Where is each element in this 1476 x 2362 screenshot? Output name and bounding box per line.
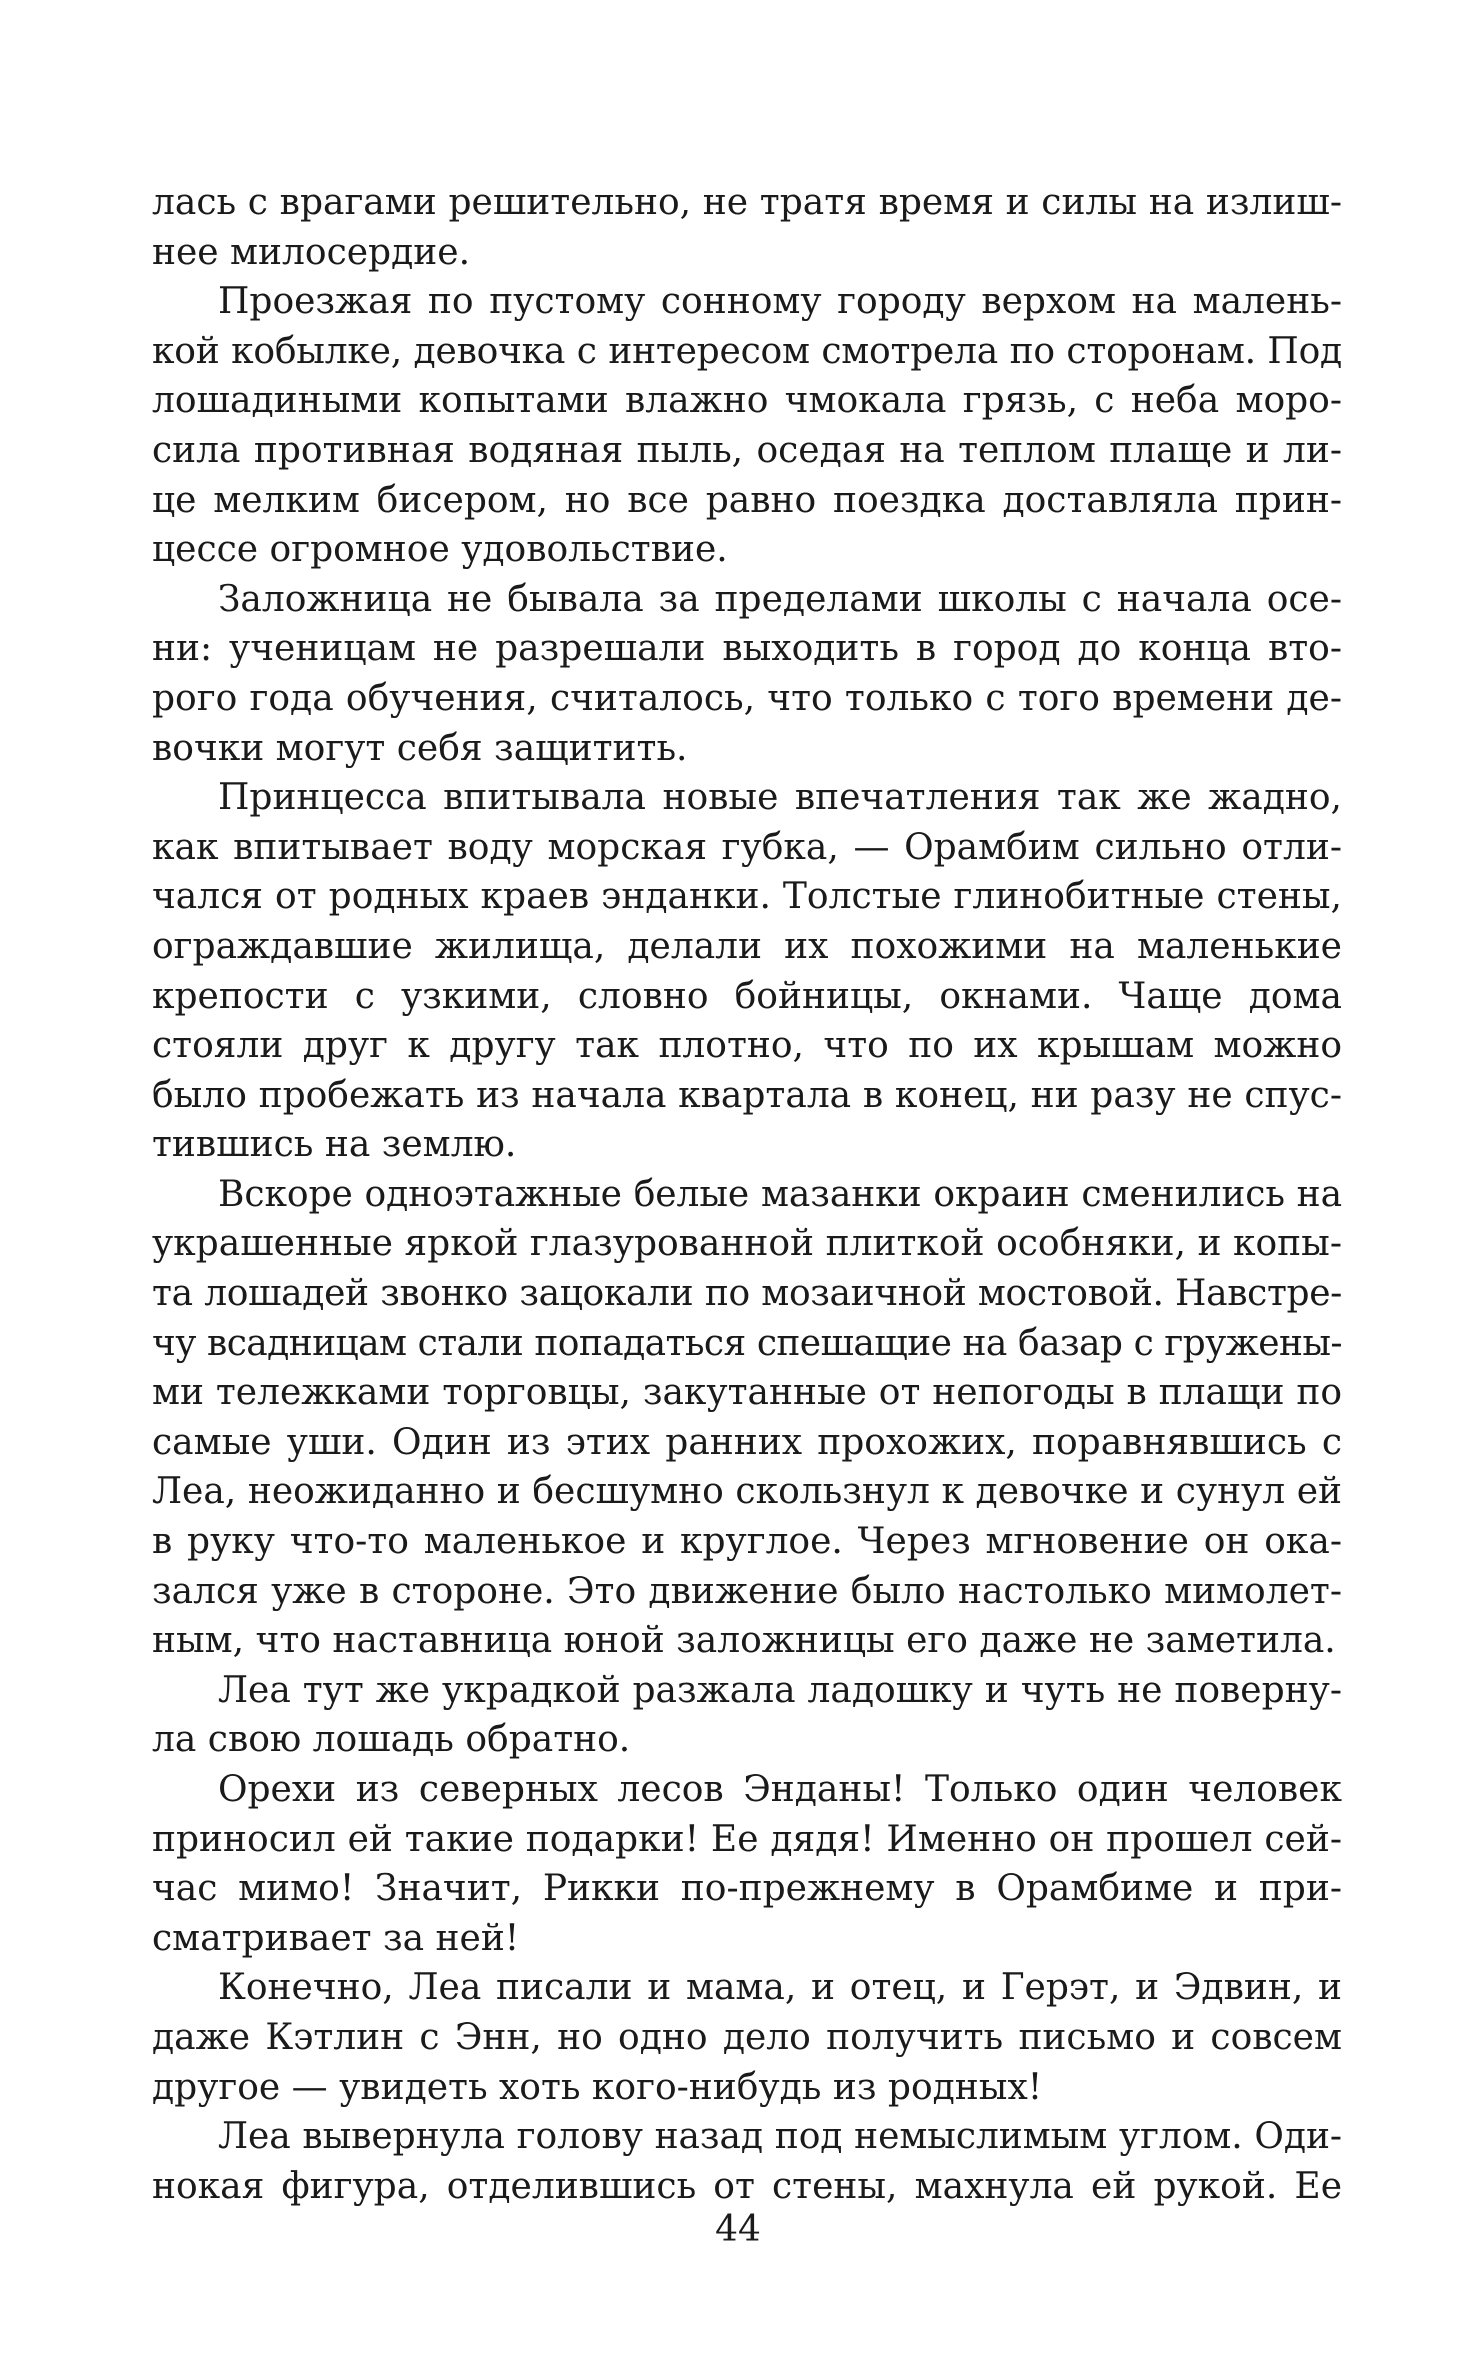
text-line: цессе огромное удовольствие.: [152, 529, 728, 571]
text-line: Леа вывернула голову назад под немыслимым углом. Оди-: [218, 2116, 1342, 2158]
paragraph: [152, 1170, 1342, 1666]
text-line: Принцесса впитывала новые впечатления так же жадно,: [218, 777, 1342, 819]
paragraph: [152, 575, 1342, 773]
text-line: в руку что-то маленькое и круглое. Через мгновение он ока-: [152, 1521, 1342, 1563]
paragraph: [152, 277, 1342, 575]
text-line: лошадиными копытами влажно чмокала грязь, с неба моро-: [152, 380, 1342, 422]
text-line: кой кобылке, девочка с интересом смотрела по сторонам. Под: [152, 330, 1342, 372]
text-line: даже Кэтлин с Энн, но одно дело получить письмо и совсем: [152, 2016, 1342, 2058]
text-line: лась с врагами решительно, не тратя время и силы на излиш-: [152, 182, 1342, 223]
paragraph: [152, 1666, 1342, 1765]
text-line: украшенные яркой глазурованной плиткой особняки, и копы-: [152, 1223, 1342, 1265]
text-line: самые уши. Один из этих ранних прохожих, поравнявшись с: [152, 1421, 1342, 1463]
text-line: Конечно, Леа писали и мама, и отец, и Герэт, и Эдвин, и: [218, 1967, 1342, 2009]
text-line: Проезжая по пустому сонному городу верхом на малень-: [218, 281, 1342, 323]
text-line: ным, что наставница юной заложницы его даже не заметила.: [152, 1620, 1336, 1662]
text-line: нокая фигура, отделившись от стены, махнула ей рукой. Ее: [152, 2165, 1342, 2207]
text-line: ни: ученицам не разрешали выходить в город до конца вто-: [152, 628, 1342, 670]
paragraph: [152, 2112, 1342, 2211]
text-line: другое — увидеть хоть кого-нибудь из родных!: [152, 2066, 1043, 2108]
text-line: нее милосердие.: [152, 231, 471, 273]
text-line: сматривает за ней!: [152, 1917, 520, 1959]
text-line: ми тележками торговцы, закутанные от непогоды в плащи по: [152, 1372, 1342, 1414]
text-line: было пробежать из начала квартала в конец, ни разу не спус-: [152, 1074, 1342, 1116]
text-line: приносил ей такие подарки! Ее дядя! Именно он прошел сей-: [152, 1818, 1342, 1860]
text-line: крепости с узкими, словно бойницы, окнами. Чаще дома: [152, 975, 1342, 1017]
text-line: Орехи из северных лесов Энданы! Только один человек: [218, 1769, 1342, 1810]
paragraph: [152, 1963, 1342, 2112]
text-line: це мелким бисером, но все равно поездка доставляла прин-: [152, 479, 1342, 521]
paragraph: [152, 773, 1342, 1170]
text-line: чался от родных краев энданки. Толстые глинобитные стены,: [152, 876, 1342, 918]
text-line: Вскоре одноэтажные белые мазанки окраин сменились на: [218, 1173, 1342, 1215]
text-line: та лошадей звонко зацокали по мозаичной мостовой. Навстре-: [152, 1273, 1342, 1315]
text-line: чу всадницам стали попадаться спешащие на базар с гружены-: [152, 1322, 1342, 1364]
text-line: час мимо! Значит, Рикки по-прежнему в Орамбиме и при-: [152, 1868, 1342, 1910]
text-line: рого года обучения, считалось, что только с того времени де-: [152, 677, 1342, 719]
text-line: стояли друг к другу так плотно, что по их крышам можно: [152, 1025, 1342, 1067]
text-line: зался уже в стороне. Это движение было настолько мимолет-: [152, 1570, 1342, 1612]
page-body: [152, 178, 1342, 2211]
text-line: сила противная водяная пыль, оседая на теплом плаще и ли-: [152, 429, 1342, 471]
text-line: Заложница не бывала за пределами школы с начала осе-: [218, 578, 1342, 620]
text-line: ла свою лошадь обратно.: [152, 1719, 631, 1761]
text-line: ограждавшие жилища, делали их похожими на маленькие: [152, 925, 1342, 967]
page-number: 44: [715, 2209, 761, 2250]
paragraph: [152, 1765, 1342, 1963]
text-line: Леа тут же украдкой разжала ладошку и чуть не поверну-: [218, 1669, 1342, 1711]
paragraph: [152, 178, 1342, 277]
text-line: вочки могут себя защитить.: [152, 727, 688, 769]
text-line: как впитывает воду морская губка, — Орамбим сильно отли-: [152, 826, 1342, 868]
text-line: тившись на землю.: [152, 1124, 517, 1166]
text-line: Леа, неожиданно и бесшумно скользнул к девочке и сунул ей: [152, 1471, 1342, 1513]
